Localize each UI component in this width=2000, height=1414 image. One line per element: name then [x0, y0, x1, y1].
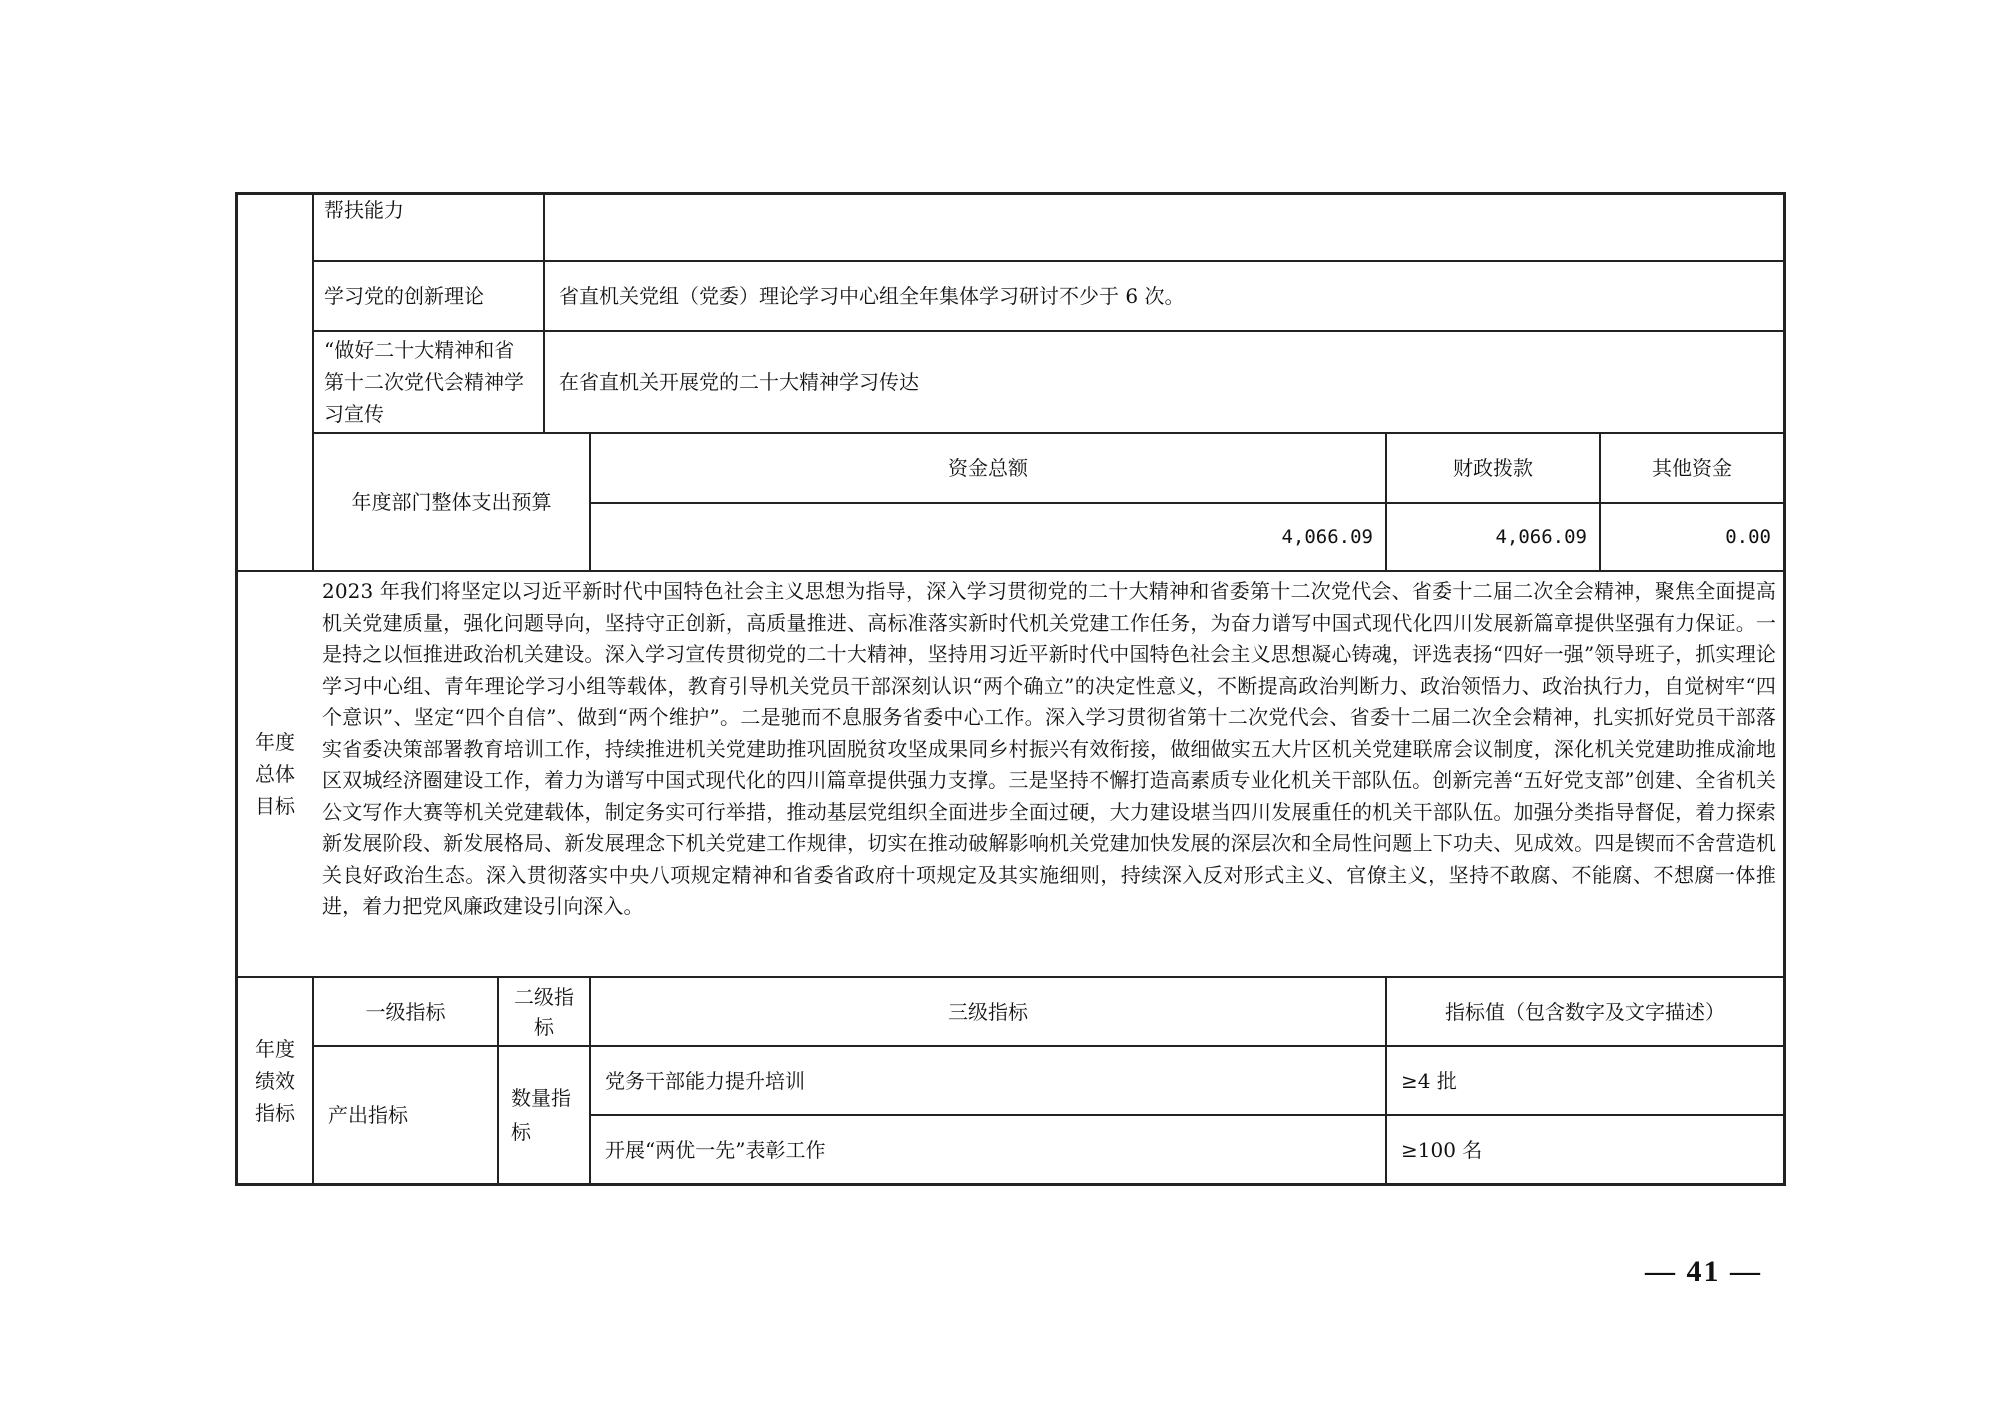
row-study-content: 省直机关党组（党委）理论学习中心组全年集体学习研讨不少于 6 次。: [559, 284, 1185, 308]
row-study-label: 学习党的创新理论: [324, 284, 484, 308]
row-assist-content: [545, 194, 1783, 260]
indicators-header-level2: 二级指标: [514, 984, 574, 1039]
budget-header-other: 其他资金: [1652, 456, 1732, 480]
budget-header-total: 资金总额: [948, 456, 1028, 480]
table-border-bottom: [235, 1183, 1786, 1186]
indicators-header-level1: 一级指标: [365, 999, 446, 1024]
indicators-label: 年度绩效指标: [255, 1036, 295, 1125]
budget-header-fiscal: 财政拨款: [1453, 456, 1533, 480]
indicators-header-level3: 三级指标: [948, 999, 1028, 1024]
row-publicity-label: “做好二十大精神和省第十二次党代会精神学习宣传: [324, 338, 524, 426]
indicator-row-2-name: 开展“两优一先”表彰工作: [605, 1137, 826, 1162]
indicator-row-1-value: ≥4 批: [1401, 1068, 1457, 1093]
indicator-row-1-name: 党务干部能力提升培训: [605, 1068, 805, 1093]
row-assist-label: 帮扶能力: [324, 198, 404, 222]
page-number: — 41 —: [1645, 1255, 1762, 1288]
indicators-level1-output: 产出指标: [328, 1103, 408, 1127]
indicator-row-2-value: ≥100 名: [1401, 1137, 1483, 1162]
indicators-header-value: 指标值（包含数字及文字描述）: [1445, 999, 1725, 1024]
table-border-right: [1783, 192, 1786, 1186]
indicators-level2-quantity: 数量指标: [511, 1086, 571, 1144]
budget-label: 年度部门整体支出预算: [351, 490, 552, 514]
annual-goal-label: 年度总体目标: [255, 730, 295, 818]
budget-value-total: 4,066.09: [1281, 526, 1373, 548]
annual-goal-text: 2023 年我们将坚定以习近平新时代中国特色社会主义思想为指导，深入学习贯彻党的二十大精神和省委第十二次党代会、省委十二届二次全会精神，聚焦全面提高机关党建质量，强化问题导向，坚持守正创新，高质量推进、高标准落实新时代机关党建工作任务，为奋力谱写中国式现代化四川发展新篇章提供坚强有力保证。一是持之以恒推进政治机关建设。深入学习宣传贯彻党的二十大精神，坚持用习近平新时代中国特色社会主义思想凝心铸魂，评选表扬“四好一强”领导班子，抓实理论学习中心组、青年理论学习小组等载体，教育引导机关党员干部深刻认识“两个确立”的决定性意义，不断提高政治判断力、政治领悟力、政治执行力，自觉树牢“四个意识”、坚定“四个自信”、做到“两个维护”。二是驰而不息服务省委中心工作。深入学习贯彻省第十二次党代会、省委十二届二次全会精神，扎实抓好党员干部落实省委决策部署教育培训工作，持续推进机关党建助推巩固脱贫攻坚成果同乡村振兴有效衔接，做细做实五大片区机关党建联席会议制度，深化机关党建助推成渝地区双城经济圈建设工作，着力为谱写中国式现代化的四川篇章提供强力支撑。三是坚持不懈打造高素质专业化机关干部队伍。创新完善“五好党支部”创建、全省机关公文写作大赛等机关党建载体，制定务实可行举措，推动基层党组织全面进步全面过硬，大力建设堪当四川发展重任的机关干部队伍。加强分类指导督促，着力探索新发展阶段、新发展格局、新发展理念下机关党建工作规律，切实在推动破解影响机关党建加快发展的深层次和全局性问题上下功夫、见成效。四是锲而不舍营造机关良好政治生态。深入贯彻落实中央八项规定精神和省委省政府十项规定及其实施细则，持续深入反对形式主义、官僚主义，坚持不敢腐、不能腐、不想腐一体推进，着力把党风廉政建设引向深入。: [322, 579, 1776, 918]
row-publicity-content: 在省直机关开展党的二十大精神学习传达: [559, 370, 919, 394]
grid-line: [235, 570, 1786, 572]
budget-value-other: 0.00: [1725, 526, 1771, 548]
budget-value-fiscal: 4,066.09: [1495, 526, 1587, 548]
